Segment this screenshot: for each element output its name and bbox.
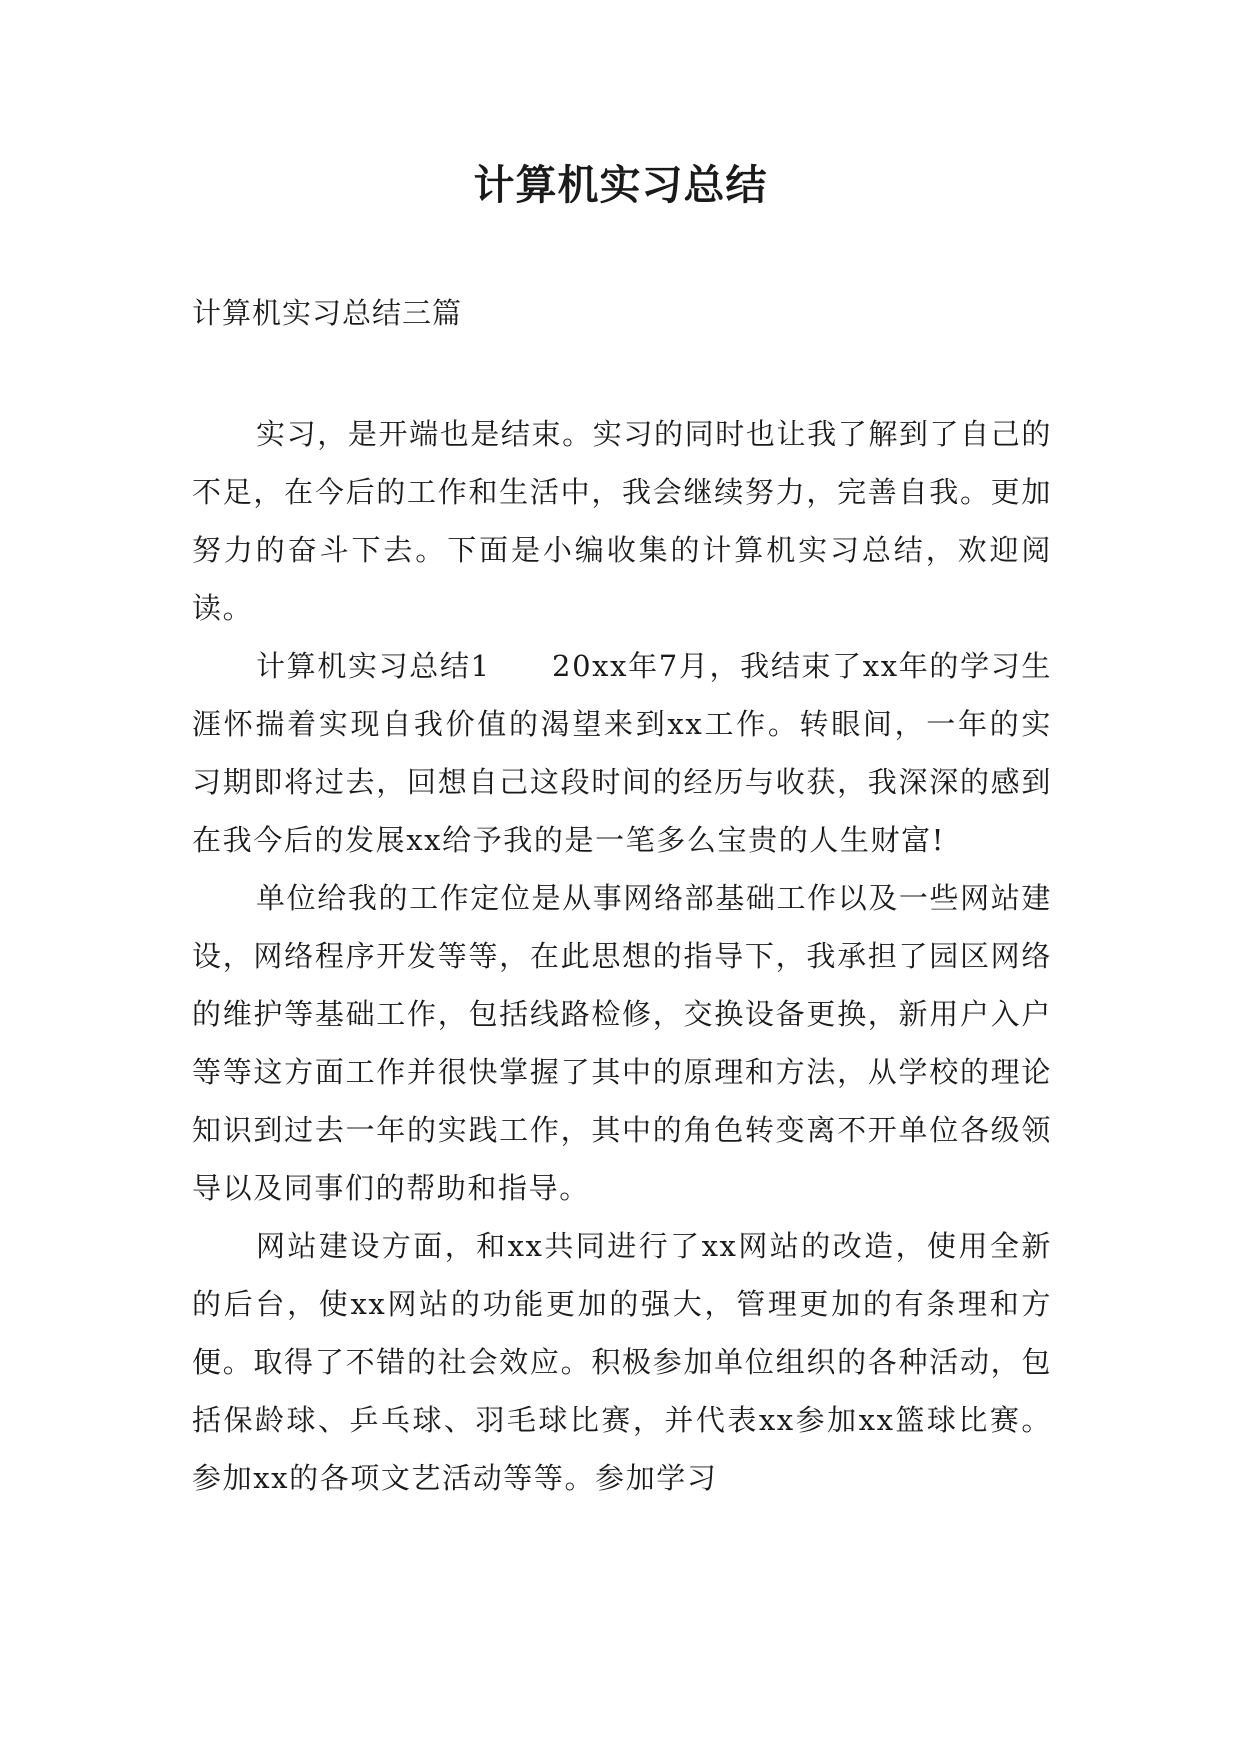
paragraph-summary-1: 计算机实习总结1 20xx年7月，我结束了xx年的学习生涯怀揣着实现自我价值的渴望来到xx工作。转眼间，一年的实习期即将过去，回想自己这段时间的经历与收获，我深深的感到在我今后的发展xx给予我的是一笔多么宝贵的人生财富! [192, 649, 1052, 857]
document-subtitle: 计算机实习总结三篇 [192, 296, 463, 330]
document-body [192, 405, 1052, 1507]
paragraph-intro: 实习，是开端也是结束。实习的同时也让我了解到了自己的不足，在今后的工作和生活中，我会继续努力，完善自我。更加努力的奋斗下去。下面是小编收集的计算机实习总结，欢迎阅读。 [192, 417, 1052, 625]
document-title: 计算机实习总结 [473, 161, 768, 209]
paragraph-website: 网站建设方面，和xx共同进行了xx网站的改造，使用全新的后台，使xx网站的功能更加的强大，管理更加的有条理和方便。取得了不错的社会效应。积极参加单位组织的各种活动，包括保龄球、乒乓球、羽毛球比赛，并代表xx参加xx篮球比赛。参加xx的各项文艺活动等等。参加学习 [192, 1229, 1052, 1495]
paragraph-work-role: 单位给我的工作定位是从事网络部基础工作以及一些网站建设，网络程序开发等等，在此思想的指导下，我承担了园区网络的维护等基础工作，包括线路检修，交换设备更换，新用户入户等等这方面工作并很快掌握了其中的原理和方法，从学校的理论知识到过去一年的实践工作，其中的角色转变离不开单位各级领导以及同事们的帮助和指导。 [192, 881, 1052, 1205]
